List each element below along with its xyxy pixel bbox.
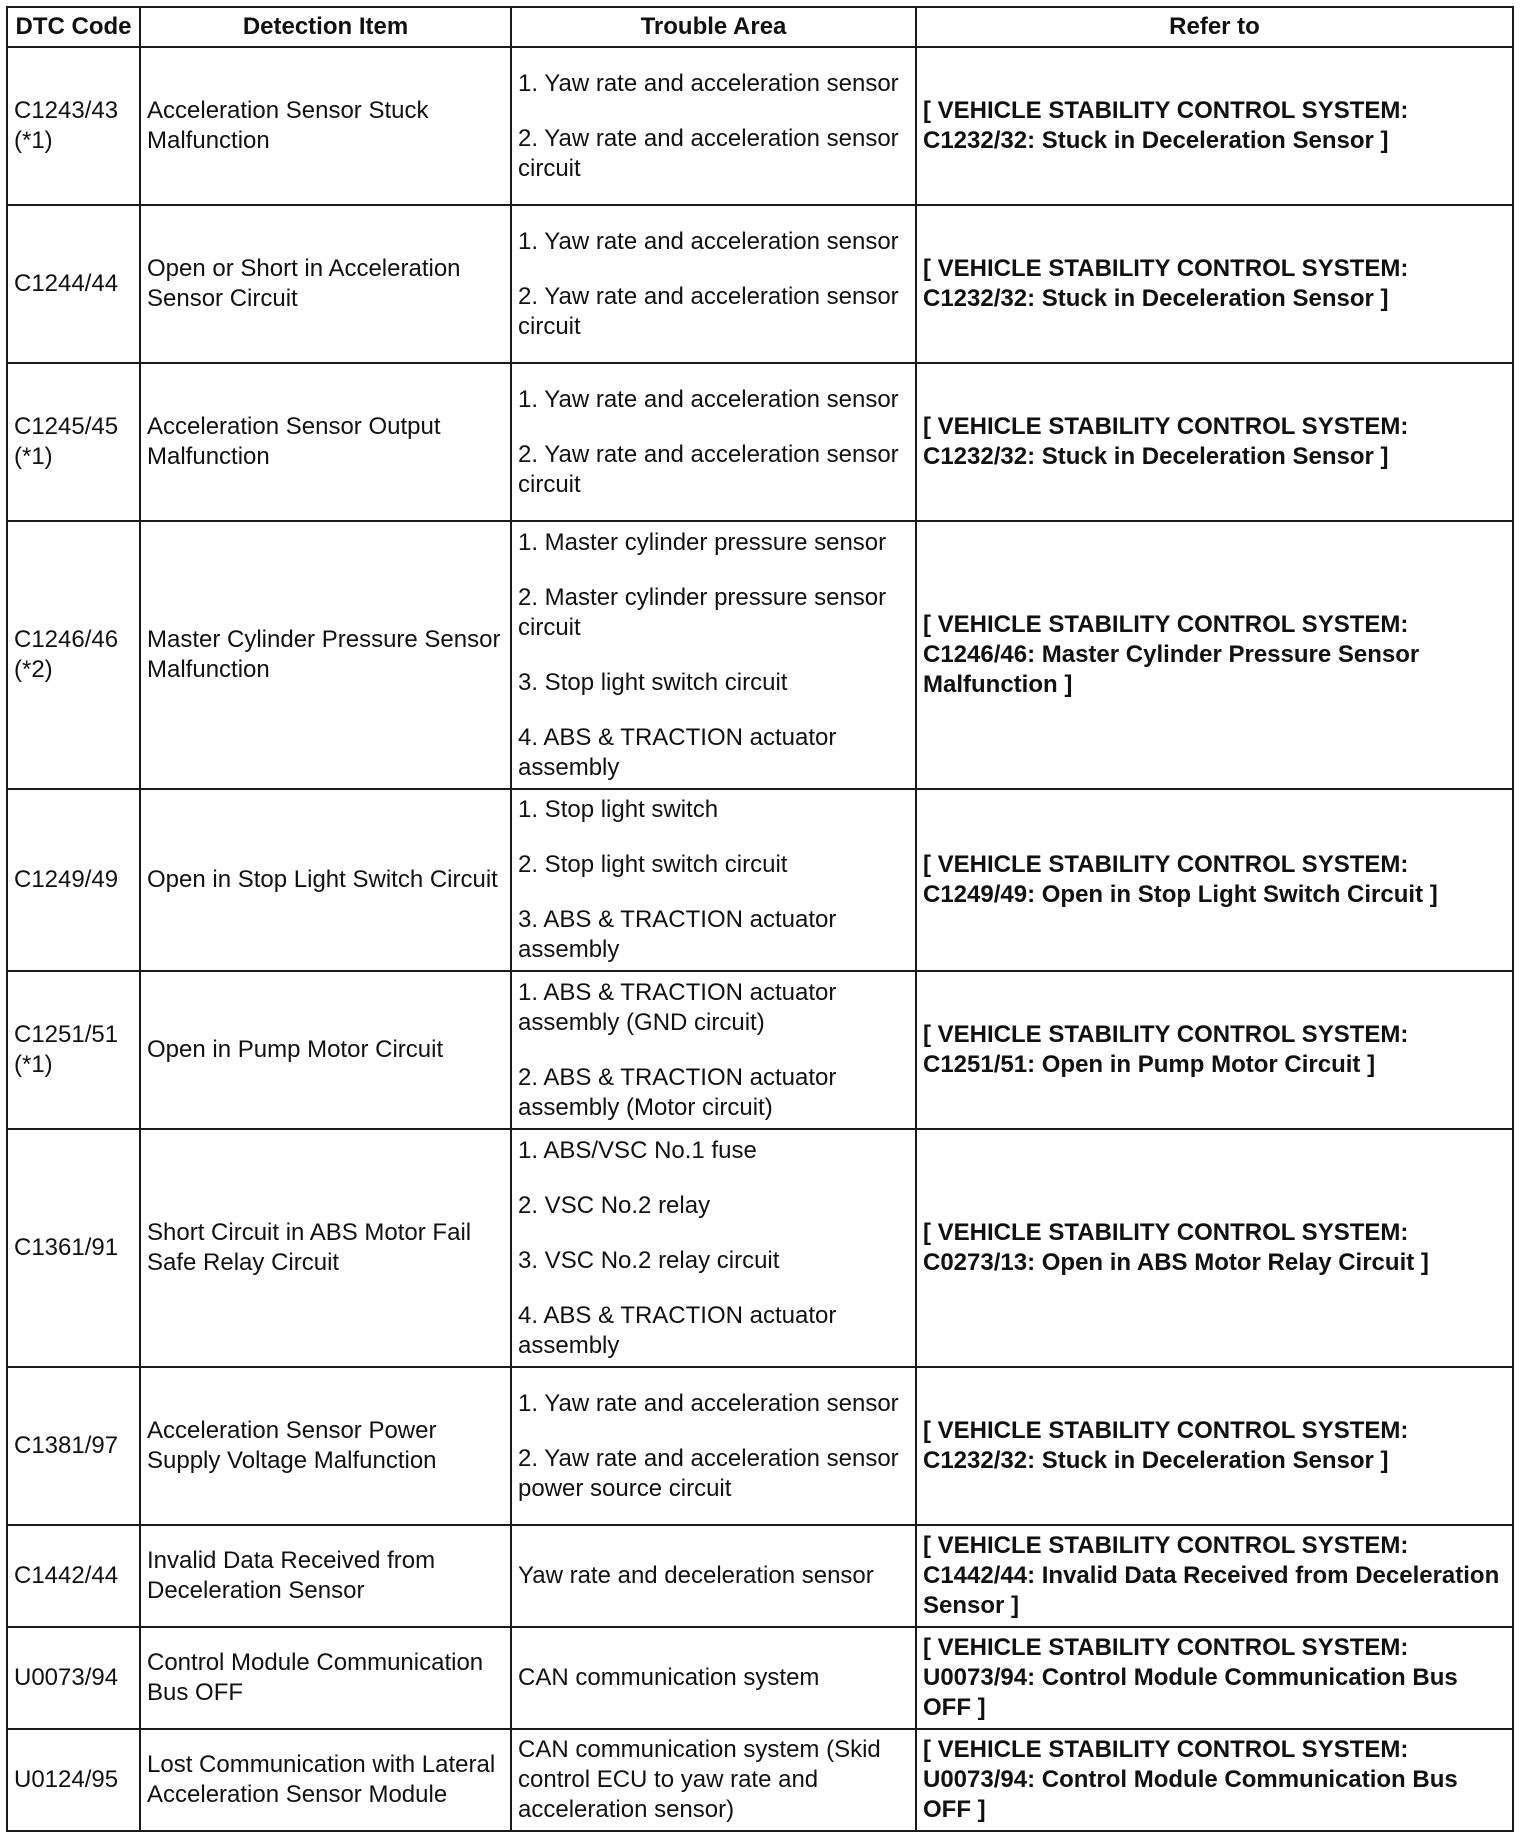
header-refer-to: Refer to (916, 7, 1513, 47)
refer-to-system: [ VEHICLE STABILITY CONTROL SYSTEM: (923, 1021, 1409, 1048)
trouble-area-item: CAN communication system (Skid control ECU to yaw rate and acceleration sensor) (518, 1736, 881, 1823)
detection-item-cell: Acceleration Sensor Power Supply Voltage Malfunction (140, 1367, 511, 1525)
detection-item-cell: Open or Short in Acceleration Sensor Circuit (140, 205, 511, 363)
dtc-code-cell (7, 1627, 140, 1729)
dtc-note: (*1) (14, 443, 53, 470)
dtc-code-cell (7, 47, 140, 205)
detection-item-cell: Acceleration Sensor Output Malfunction (140, 363, 511, 521)
dtc-code: C1381/97 (14, 1432, 119, 1459)
refer-to-system: [ VEHICLE STABILITY CONTROL SYSTEM: (923, 1532, 1409, 1559)
trouble-area-item: 2. Yaw rate and acceleration sensor circuit (518, 440, 899, 498)
refer-to-system: [ VEHICLE STABILITY CONTROL SYSTEM: (923, 1417, 1409, 1444)
dtc-code-cell (7, 521, 140, 789)
refer-to-system: [ VEHICLE STABILITY CONTROL SYSTEM: (923, 851, 1409, 878)
dtc-code: C1245/45 (14, 413, 119, 440)
dtc-code-cell (7, 1129, 140, 1367)
trouble-area-cell (511, 363, 916, 521)
dtc-code: C1251/51 (14, 1021, 119, 1048)
trouble-area-cell (511, 1129, 916, 1367)
table-row (7, 521, 1513, 789)
trouble-area-cell (511, 971, 916, 1129)
refer-to-system: [ VEHICLE STABILITY CONTROL SYSTEM: (923, 1219, 1409, 1246)
dtc-code-cell (7, 205, 140, 363)
trouble-area-item: Yaw rate and deceleration sensor (518, 1562, 874, 1589)
trouble-area-item: 1. Master cylinder pressure sensor (518, 528, 887, 556)
refer-to-system: [ VEHICLE STABILITY CONTROL SYSTEM: (923, 611, 1409, 638)
trouble-area-item: 2. VSC No.2 relay (518, 1191, 711, 1219)
trouble-area-item: 1. Stop light switch (518, 796, 719, 823)
detection-item-cell: Invalid Data Received from Deceleration Sensor (140, 1525, 511, 1627)
refer-to-cell (916, 205, 1513, 363)
refer-to-cell (916, 1627, 1513, 1729)
header-trouble-area: Trouble Area (511, 7, 916, 47)
detection-item-cell: Short Circuit in ABS Motor Fail Safe Relay Circuit (140, 1129, 511, 1367)
trouble-area-item: 2. Yaw rate and acceleration sensor power source circuit (518, 1444, 899, 1502)
dtc-code: C1249/49 (14, 866, 119, 893)
trouble-area-item: 1. ABS/VSC No.1 fuse (518, 1136, 757, 1164)
trouble-area-item: 1. Yaw rate and acceleration sensor (518, 385, 899, 413)
refer-to-link[interactable]: C1232/32: Stuck in Deceleration Sensor ] (923, 443, 1389, 470)
table-row (7, 971, 1513, 1129)
trouble-area-item: 3. VSC No.2 relay circuit (518, 1246, 780, 1274)
refer-to-link[interactable]: C1232/32: Stuck in Deceleration Sensor ] (923, 1447, 1389, 1474)
table-row (7, 47, 1513, 205)
dtc-code: U0073/94 (14, 1664, 119, 1691)
trouble-area-cell (511, 789, 916, 971)
detection-item-cell: Open in Stop Light Switch Circuit (140, 789, 511, 971)
dtc-code-cell (7, 1367, 140, 1525)
trouble-area-cell (511, 205, 916, 363)
trouble-area-item: CAN communication system (518, 1664, 820, 1691)
refer-to-cell (916, 1129, 1513, 1367)
trouble-area-item: 3. ABS & TRACTION actuator assembly (518, 906, 837, 963)
table-row (7, 1367, 1513, 1525)
trouble-area-cell (511, 1627, 916, 1729)
table-header-row (7, 7, 1513, 47)
trouble-area-item: 2. Yaw rate and acceleration sensor circuit (518, 282, 899, 340)
refer-to-link[interactable]: U0073/94: Control Module Communication Bus OFF ] (923, 1766, 1458, 1823)
table-body (7, 47, 1513, 1831)
dtc-code-cell (7, 789, 140, 971)
dtc-code: C1246/46 (14, 626, 119, 653)
trouble-area-item: 2. Yaw rate and acceleration sensor circuit (518, 124, 899, 182)
dtc-code-cell (7, 1525, 140, 1627)
refer-to-cell (916, 47, 1513, 205)
refer-to-system: [ VEHICLE STABILITY CONTROL SYSTEM: (923, 97, 1409, 124)
refer-to-system: [ VEHICLE STABILITY CONTROL SYSTEM: (923, 255, 1409, 282)
refer-to-cell (916, 1525, 1513, 1627)
trouble-area-item: 2. ABS & TRACTION actuator assembly (Motor circuit) (518, 1063, 837, 1121)
refer-to-cell (916, 789, 1513, 971)
refer-to-link[interactable]: C1232/32: Stuck in Deceleration Sensor ] (923, 285, 1389, 312)
detection-item-cell: Lost Communication with Lateral Acceleration Sensor Module (140, 1729, 511, 1831)
dtc-code: C1243/43 (14, 97, 119, 124)
trouble-area-cell (511, 1729, 916, 1831)
header-detection-item: Detection Item (140, 7, 511, 47)
refer-to-link[interactable]: U0073/94: Control Module Communication Bus OFF ] (923, 1664, 1458, 1721)
dtc-code-cell (7, 363, 140, 521)
refer-to-cell (916, 1729, 1513, 1831)
dtc-code: C1442/44 (14, 1562, 119, 1589)
dtc-code: C1244/44 (14, 270, 119, 297)
header-dtc-code: DTC Code (7, 7, 140, 47)
trouble-area-item: 2. Master cylinder pressure sensor circuit (518, 583, 887, 641)
trouble-area-cell (511, 1525, 916, 1627)
dtc-note: (*1) (14, 1051, 53, 1078)
trouble-area-cell (511, 1367, 916, 1525)
trouble-area-item: 1. ABS & TRACTION actuator assembly (GND circuit) (518, 978, 837, 1036)
table-row (7, 1129, 1513, 1367)
trouble-area-cell (511, 47, 916, 205)
table-row (7, 1525, 1513, 1627)
dtc-table (6, 6, 1514, 1832)
refer-to-cell (916, 1367, 1513, 1525)
refer-to-system: [ VEHICLE STABILITY CONTROL SYSTEM: (923, 1634, 1409, 1661)
trouble-area-cell (511, 521, 916, 789)
dtc-code: U0124/95 (14, 1766, 119, 1793)
table-row (7, 1627, 1513, 1729)
table-row (7, 363, 1513, 521)
trouble-area-item: 4. ABS & TRACTION actuator assembly (518, 1301, 837, 1359)
detection-item-cell: Open in Pump Motor Circuit (140, 971, 511, 1129)
table-row (7, 789, 1513, 971)
refer-to-link[interactable]: C1232/32: Stuck in Deceleration Sensor ] (923, 127, 1389, 154)
detection-item-cell: Master Cylinder Pressure Sensor Malfunction (140, 521, 511, 789)
trouble-area-item: 3. Stop light switch circuit (518, 668, 788, 696)
refer-to-link[interactable]: C1251/51: Open in Pump Motor Circuit ] (923, 1051, 1376, 1078)
trouble-area-item: 2. Stop light switch circuit (518, 851, 788, 878)
trouble-area-item: 1. Yaw rate and acceleration sensor (518, 227, 899, 255)
refer-to-link[interactable]: C1249/49: Open in Stop Light Switch Circuit ] (923, 881, 1438, 908)
table-row (7, 1729, 1513, 1831)
refer-to-link[interactable]: C0273/13: Open in ABS Motor Relay Circuit ] (923, 1249, 1429, 1276)
trouble-area-item: 4. ABS & TRACTION actuator assembly (518, 723, 837, 781)
refer-to-system: [ VEHICLE STABILITY CONTROL SYSTEM: (923, 413, 1409, 440)
refer-to-cell (916, 971, 1513, 1129)
dtc-note: (*1) (14, 127, 53, 154)
detection-item-cell: Control Module Communication Bus OFF (140, 1627, 511, 1729)
refer-to-cell (916, 521, 1513, 789)
refer-to-cell (916, 363, 1513, 521)
dtc-code-cell (7, 1729, 140, 1831)
trouble-area-item: 1. Yaw rate and acceleration sensor (518, 69, 899, 97)
dtc-note: (*2) (14, 656, 53, 683)
refer-to-system: [ VEHICLE STABILITY CONTROL SYSTEM: (923, 1736, 1409, 1763)
refer-to-link[interactable]: C1246/46: Master Cylinder Pressure Sensor Malfunction ] (923, 641, 1420, 698)
trouble-area-item: 1. Yaw rate and acceleration sensor (518, 1389, 899, 1417)
refer-to-link[interactable]: C1442/44: Invalid Data Received from Deceleration Sensor ] (923, 1562, 1500, 1619)
dtc-code-cell (7, 971, 140, 1129)
detection-item-cell: Acceleration Sensor Stuck Malfunction (140, 47, 511, 205)
table-row (7, 205, 1513, 363)
dtc-code: C1361/91 (14, 1234, 119, 1261)
